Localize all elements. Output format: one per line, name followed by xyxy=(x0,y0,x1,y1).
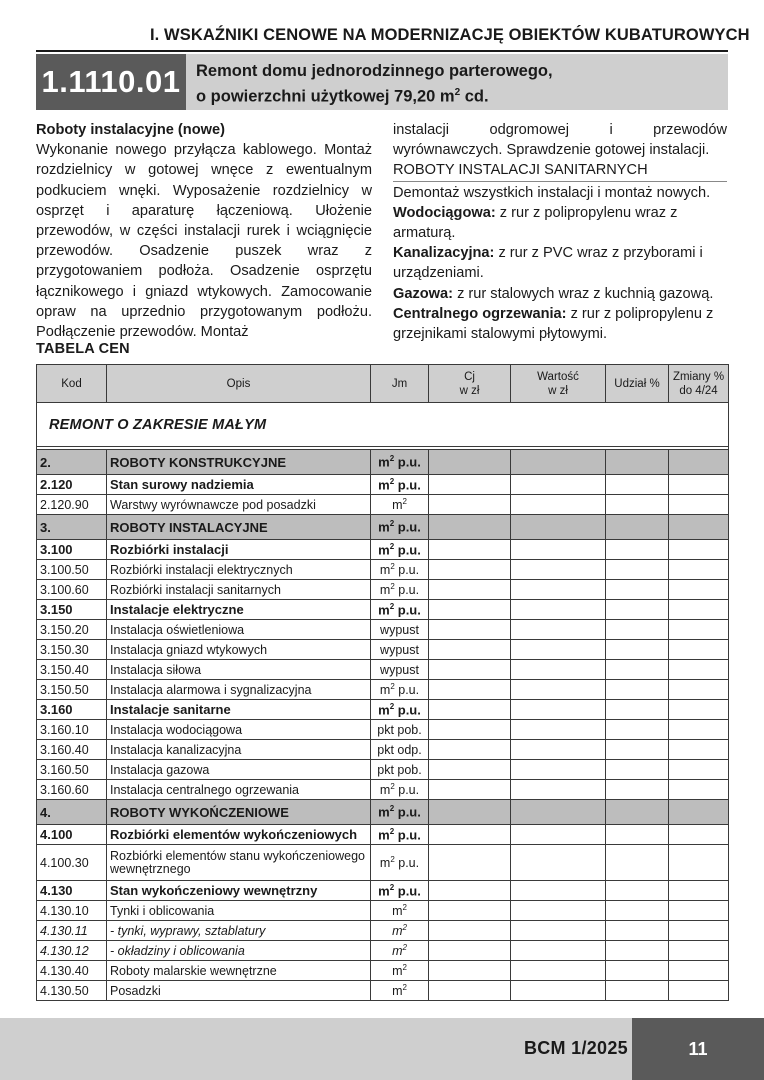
cell-kod: 3.100.50 xyxy=(37,560,107,580)
cell-udzial xyxy=(606,981,669,1001)
cell-opis: Rozbiórki elementów stanu wykończeniowego wewnętrznego xyxy=(107,845,371,881)
cell-wartosc xyxy=(511,580,606,600)
cell-wartosc xyxy=(511,961,606,981)
cell-kod: 3.160.60 xyxy=(37,780,107,800)
table-row xyxy=(37,941,729,961)
cell-jm: $m^2$ p.u. xyxy=(371,540,429,560)
cell-zmiany xyxy=(669,881,729,901)
cell-cj xyxy=(429,981,511,1001)
cell-opis: Instalacja gniazd wtykowych xyxy=(107,640,371,660)
cell-jm: wypust xyxy=(371,640,429,660)
table-row xyxy=(37,760,729,780)
col-header-kod: Kod xyxy=(37,365,107,403)
cell-kod: 3.160.40 xyxy=(37,740,107,760)
title-rule xyxy=(36,50,728,52)
cell-kod: 3.100 xyxy=(37,540,107,560)
cell-udzial xyxy=(606,600,669,620)
cell-udzial xyxy=(606,660,669,680)
table-row xyxy=(37,981,729,1001)
cell-wartosc xyxy=(511,600,606,620)
table-row xyxy=(37,845,729,881)
cell-udzial xyxy=(606,720,669,740)
cell-wartosc xyxy=(511,495,606,515)
cell-opis: Instalacje elektryczne xyxy=(107,600,371,620)
cell-jm: pkt odp. xyxy=(371,740,429,760)
cell-udzial xyxy=(606,580,669,600)
cell-zmiany xyxy=(669,495,729,515)
cell-zmiany xyxy=(669,580,729,600)
sanitary-items xyxy=(393,203,727,344)
col-header-zmiany: Zmiany % do 4/24 xyxy=(669,365,729,403)
cell-jm: $m^2$ p.u. xyxy=(371,560,429,580)
cell-jm: wypust xyxy=(371,660,429,680)
cell-cj xyxy=(429,760,511,780)
cell-opis: ROBOTY INSTALACYJNE xyxy=(107,515,371,540)
cell-wartosc xyxy=(511,941,606,961)
table-row xyxy=(37,580,729,600)
cell-udzial xyxy=(606,760,669,780)
cell-jm: pkt pob. xyxy=(371,760,429,780)
cell-udzial xyxy=(606,881,669,901)
cell-udzial xyxy=(606,450,669,475)
cell-udzial xyxy=(606,620,669,640)
sanitary-item-text: z rur z PVC wraz z przyborami i urządzeniami. xyxy=(393,245,703,282)
cell-opis: - okładziny i oblicowania xyxy=(107,941,371,961)
cell-kod: 3.150.40 xyxy=(37,660,107,680)
cell-cj xyxy=(429,740,511,760)
cell-wartosc xyxy=(511,921,606,941)
cell-opis: Instalacja alarmowa i sygnalizacyjna xyxy=(107,680,371,700)
cell-zmiany xyxy=(669,540,729,560)
cell-opis: Instalacja kanalizacyjna xyxy=(107,740,371,760)
cell-zmiany xyxy=(669,660,729,680)
cell-cj xyxy=(429,881,511,901)
table-row xyxy=(37,800,729,825)
price-table xyxy=(36,364,729,1001)
cell-zmiany xyxy=(669,680,729,700)
cell-udzial xyxy=(606,961,669,981)
col-header-opis: Opis xyxy=(107,365,371,403)
table-caption: TABELA CEN xyxy=(36,341,130,357)
cell-jm: $m^2$ xyxy=(371,981,429,1001)
cell-cj xyxy=(429,540,511,560)
cell-cj xyxy=(429,680,511,700)
cell-zmiany xyxy=(669,450,729,475)
table-row xyxy=(37,700,729,720)
cell-jm: $m^2$ p.u. xyxy=(371,580,429,600)
table-subheader: REMONT O ZAKRESIE MAŁYM xyxy=(37,403,729,447)
col-header-wartosc: Wartość w zł xyxy=(511,365,606,403)
sanitary-item-label: Gazowa: xyxy=(393,285,454,302)
cell-jm: $m^2$ p.u. xyxy=(371,450,429,475)
installation-body: Wykonanie nowego przyłącza kablowego. Montaż rozdzielnicy w gotowej wnęce z ewentualnym podkuciem wnęki. Wyposażenie rozdzielnicy w osprzęt i aparaturę łączeniową. Ułożenie przewodów, w części instalacji rurek i wciągnięcie przewodów. Osadzenie puszek wraz z przygotowaniem podłoża. Osadzenie osprzętu łącznikowego i gniazd wtykowych. Zamocowanie opraw na uprzednio przygotowanym podłożu. Podłączenie przewodów. Montaż xyxy=(36,142,372,341)
cell-wartosc xyxy=(511,881,606,901)
cell-wartosc xyxy=(511,680,606,700)
sanitary-item-text: z rur z polipropylenu z grzejnikami stalowymi płytowymi. xyxy=(393,305,714,343)
cell-zmiany xyxy=(669,740,729,760)
table-row xyxy=(37,450,729,475)
cell-wartosc xyxy=(511,560,606,580)
cell-jm: $m^2$ p.u. xyxy=(371,800,429,825)
cell-kod: 4. xyxy=(37,800,107,825)
cell-cj xyxy=(429,580,511,600)
cell-zmiany xyxy=(669,901,729,921)
cell-kod: 3. xyxy=(37,515,107,540)
cell-udzial xyxy=(606,941,669,961)
cell-jm: $m^2$ p.u. xyxy=(371,680,429,700)
cell-jm: $m^2$ p.u. xyxy=(371,700,429,720)
cell-jm: $m^2$ xyxy=(371,495,429,515)
item-header-line2: o powierzchni użytkowej 79,20 $m^2$ cd. xyxy=(196,87,489,106)
cell-wartosc xyxy=(511,981,606,1001)
table-row xyxy=(37,600,729,620)
cell-zmiany xyxy=(669,760,729,780)
table-row xyxy=(37,540,729,560)
cell-kod: 4.130.40 xyxy=(37,961,107,981)
item-header-line1: Remont domu jednorodzinnego parterowego, xyxy=(196,62,553,80)
sanitary-item xyxy=(393,304,727,344)
cell-udzial xyxy=(606,540,669,560)
cell-udzial xyxy=(606,800,669,825)
cell-cj xyxy=(429,475,511,495)
cell-kod: 3.150.50 xyxy=(37,680,107,700)
cell-jm: $m^2$ p.u. xyxy=(371,845,429,881)
cell-opis: Instalacja gazowa xyxy=(107,760,371,780)
cell-wartosc xyxy=(511,700,606,720)
cell-zmiany xyxy=(669,780,729,800)
table-row xyxy=(37,961,729,981)
right-text-column xyxy=(393,120,727,344)
cell-zmiany xyxy=(669,600,729,620)
cell-kod: 2.120 xyxy=(37,475,107,495)
cell-wartosc xyxy=(511,515,606,540)
table-row xyxy=(37,515,729,540)
cell-kod: 3.150.20 xyxy=(37,620,107,640)
sanitary-item xyxy=(393,284,727,304)
cell-jm: $m^2$ xyxy=(371,961,429,981)
cell-zmiany xyxy=(669,845,729,881)
cell-zmiany xyxy=(669,620,729,640)
cell-cj xyxy=(429,700,511,720)
sanitary-item-label: Centralnego ogrzewania: xyxy=(393,305,567,322)
footer-publication: BCM 1/2025 xyxy=(523,1038,628,1058)
cell-kod: 3.150 xyxy=(37,600,107,620)
cell-jm: $m^2$ p.u. xyxy=(371,780,429,800)
cell-udzial xyxy=(606,780,669,800)
cell-zmiany xyxy=(669,515,729,540)
table-row xyxy=(37,740,729,760)
cell-wartosc xyxy=(511,540,606,560)
cell-kod: 4.130.11 xyxy=(37,921,107,941)
item-header xyxy=(186,54,728,110)
cell-zmiany xyxy=(669,825,729,845)
cell-udzial xyxy=(606,495,669,515)
cell-opis: ROBOTY KONSTRUKCYJNE xyxy=(107,450,371,475)
cell-jm: wypust xyxy=(371,620,429,640)
sanitary-intro: Demontaż wszystkich instalacji i montaż nowych. xyxy=(393,184,711,201)
cell-wartosc xyxy=(511,760,606,780)
cell-opis: Instalacje sanitarne xyxy=(107,700,371,720)
cell-zmiany xyxy=(669,475,729,495)
cell-udzial xyxy=(606,475,669,495)
cell-wartosc xyxy=(511,720,606,740)
cell-jm: $m^2$ xyxy=(371,921,429,941)
cell-jm: pkt pob. xyxy=(371,720,429,740)
cell-kod: 3.160.50 xyxy=(37,760,107,780)
cell-opis: Warstwy wyrównawcze pod posadzki xyxy=(107,495,371,515)
page-number: 11 xyxy=(632,1018,764,1080)
cell-kod: 4.130 xyxy=(37,881,107,901)
cell-cj xyxy=(429,515,511,540)
cell-cj xyxy=(429,600,511,620)
cell-cj xyxy=(429,800,511,825)
table-row xyxy=(37,640,729,660)
cell-opis: Instalacja wodociągowa xyxy=(107,720,371,740)
table-row xyxy=(37,495,729,515)
cell-cj xyxy=(429,640,511,660)
cell-opis: Stan wykończeniowy wewnętrzny xyxy=(107,881,371,901)
cell-cj xyxy=(429,901,511,921)
cell-zmiany xyxy=(669,700,729,720)
cell-opis: ROBOTY WYKOŃCZENIOWE xyxy=(107,800,371,825)
item-code: 1.1110.01 xyxy=(36,54,186,110)
cell-zmiany xyxy=(669,921,729,941)
cell-wartosc xyxy=(511,660,606,680)
table-row xyxy=(37,901,729,921)
cell-wartosc xyxy=(511,740,606,760)
cell-kod: 2. xyxy=(37,450,107,475)
cell-kod: 4.100 xyxy=(37,825,107,845)
sanitary-item-text: z rur z polipropylenu wraz z armaturą. xyxy=(393,204,678,242)
table-row xyxy=(37,660,729,680)
cell-wartosc xyxy=(511,780,606,800)
table-row xyxy=(37,720,729,740)
left-text-column xyxy=(36,120,372,342)
table-row xyxy=(37,560,729,580)
cell-cj xyxy=(429,961,511,981)
cell-cj xyxy=(429,825,511,845)
cell-opis: Posadzki xyxy=(107,981,371,1001)
cell-opis: Instalacja siłowa xyxy=(107,660,371,680)
cell-jm: $m^2$ p.u. xyxy=(371,600,429,620)
table-header-row xyxy=(37,365,729,403)
cell-jm: $m^2$ xyxy=(371,901,429,921)
cell-jm: $m^2$ p.u. xyxy=(371,881,429,901)
cell-kod: 4.130.50 xyxy=(37,981,107,1001)
cell-kod: 4.130.12 xyxy=(37,941,107,961)
cell-udzial xyxy=(606,845,669,881)
cell-kod: 4.130.10 xyxy=(37,901,107,921)
cell-cj xyxy=(429,620,511,640)
col-header-cj: Cj w zł xyxy=(429,365,511,403)
cell-zmiany xyxy=(669,560,729,580)
cell-cj xyxy=(429,450,511,475)
cell-cj xyxy=(429,941,511,961)
cell-jm: $m^2$ p.u. xyxy=(371,825,429,845)
cell-wartosc xyxy=(511,475,606,495)
table-row xyxy=(37,881,729,901)
table-row xyxy=(37,825,729,845)
cell-zmiany xyxy=(669,640,729,660)
cell-zmiany xyxy=(669,961,729,981)
sanitary-item-label: Kanalizacyjna: xyxy=(393,245,495,262)
section-title: I. WSKAŹNIKI CENOWE NA MODERNIZACJĘ OBIEKTÓW KUBATUROWYCH xyxy=(150,26,750,44)
cell-opis: Instalacja centralnego ogrzewania xyxy=(107,780,371,800)
cell-cj xyxy=(429,560,511,580)
cell-cj xyxy=(429,845,511,881)
table-subheader-row xyxy=(37,403,729,447)
cell-cj xyxy=(429,495,511,515)
table-row xyxy=(37,475,729,495)
table-row xyxy=(37,620,729,640)
cell-wartosc xyxy=(511,450,606,475)
cell-udzial xyxy=(606,825,669,845)
cell-cj xyxy=(429,660,511,680)
cell-zmiany xyxy=(669,800,729,825)
cell-opis: Rozbiórki instalacji xyxy=(107,540,371,560)
cell-kod: 3.160 xyxy=(37,700,107,720)
cell-opis: Rozbiórki elementów wykończeniowych xyxy=(107,825,371,845)
col-header-jm: Jm xyxy=(371,365,429,403)
cell-udzial xyxy=(606,740,669,760)
cell-jm: $m^2$ p.u. xyxy=(371,515,429,540)
installation-heading: Roboty instalacyjne (nowe) xyxy=(36,122,225,138)
cell-udzial xyxy=(606,515,669,540)
sanitary-item xyxy=(393,203,727,243)
cell-cj xyxy=(429,921,511,941)
cell-cj xyxy=(429,720,511,740)
cell-udzial xyxy=(606,560,669,580)
cell-wartosc xyxy=(511,825,606,845)
cell-udzial xyxy=(606,680,669,700)
table-row xyxy=(37,680,729,700)
sanitary-item-text: z rur stalowych wraz z kuchnią gazową. xyxy=(453,285,714,302)
cell-wartosc xyxy=(511,800,606,825)
cell-jm: $m^2$ xyxy=(371,941,429,961)
table-row xyxy=(37,780,729,800)
cell-opis: - tynki, wyprawy, sztablatury xyxy=(107,921,371,941)
cell-wartosc xyxy=(511,620,606,640)
cell-udzial xyxy=(606,700,669,720)
cell-opis: Rozbiórki instalacji elektrycznych xyxy=(107,560,371,580)
cell-wartosc xyxy=(511,640,606,660)
cell-opis: Instalacja oświetleniowa xyxy=(107,620,371,640)
cell-udzial xyxy=(606,901,669,921)
cell-kod: 2.120.90 xyxy=(37,495,107,515)
cell-kod: 4.100.30 xyxy=(37,845,107,881)
cell-opis: Roboty malarskie wewnętrzne xyxy=(107,961,371,981)
cell-opis: Rozbiórki instalacji sanitarnych xyxy=(107,580,371,600)
cell-wartosc xyxy=(511,901,606,921)
cell-udzial xyxy=(606,640,669,660)
cell-wartosc xyxy=(511,845,606,881)
cell-udzial xyxy=(606,921,669,941)
cell-jm: $m^2$ p.u. xyxy=(371,475,429,495)
cell-zmiany xyxy=(669,720,729,740)
table-row xyxy=(37,921,729,941)
installation-continuation: instalacji odgromowej i przewodów wyrównawczych. Sprawdzenie gotowej instalacji. xyxy=(393,122,727,159)
col-header-udzial: Udział % xyxy=(606,365,669,403)
sanitary-item-label: Wodociągowa: xyxy=(393,204,496,221)
cell-zmiany xyxy=(669,981,729,1001)
cell-kod: 3.150.30 xyxy=(37,640,107,660)
sanitary-heading: ROBOTY INSTALACJI SANITARNYCH xyxy=(393,160,727,181)
cell-kod: 3.160.10 xyxy=(37,720,107,740)
cell-zmiany xyxy=(669,941,729,961)
sanitary-item xyxy=(393,243,727,283)
cell-opis: Stan surowy nadziemia xyxy=(107,475,371,495)
cell-cj xyxy=(429,780,511,800)
cell-opis: Tynki i oblicowania xyxy=(107,901,371,921)
cell-kod: 3.100.60 xyxy=(37,580,107,600)
